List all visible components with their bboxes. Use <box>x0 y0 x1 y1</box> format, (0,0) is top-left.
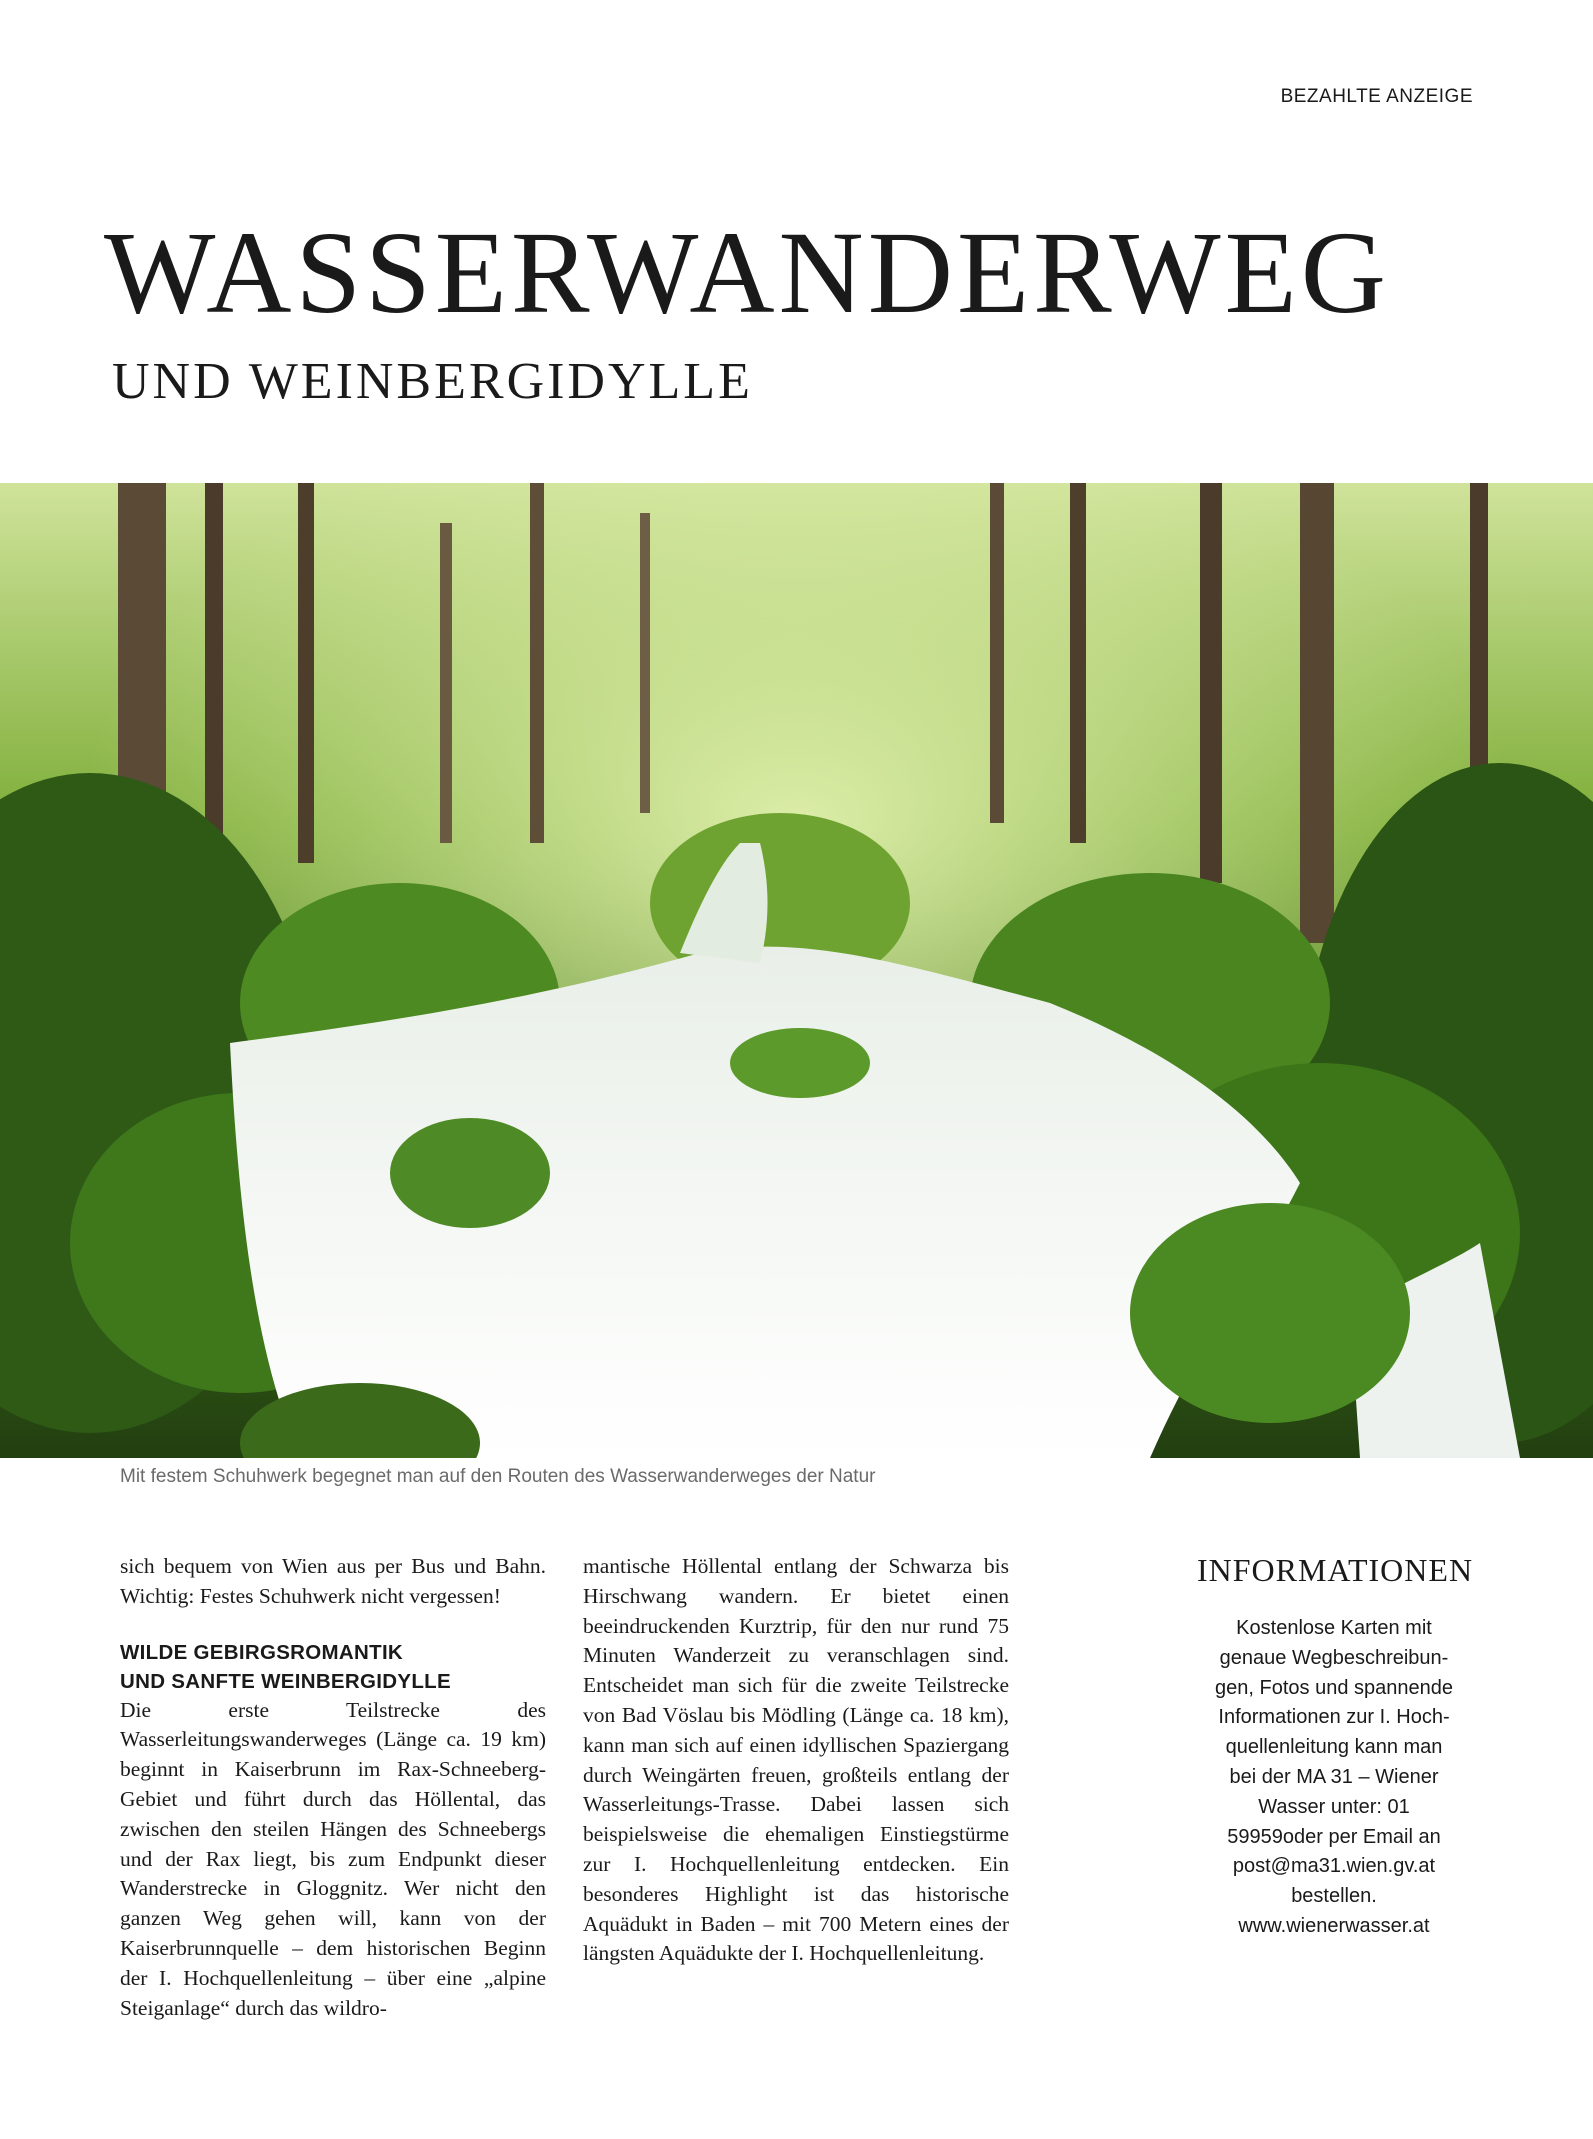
info-line: 59959oder per Email an <box>1227 1825 1441 1848</box>
article-column-1 <box>120 1552 546 2023</box>
section-heading-line-2: UND SANFTE WEINBERGIDYLLE <box>120 1669 451 1693</box>
page-title: WASSERWANDERWEG <box>104 207 1390 338</box>
info-line: genaue Wegbeschreibun- <box>1219 1646 1449 1669</box>
photo-caption: Mit festem Schuhwerk begegnet man auf den Routen des Wasserwanderweges der Natur <box>120 1466 876 1487</box>
article-body-1: Die erste Teilstrecke des Wasserleitungswanderweges (Länge ca. 19 km) beginnt in Kaiserbrunn im Rax-Schneeberg-Gebiet und führt durch das Höllental, das zwischen den steilen Hängen des Schneebergs und der Rax liegt, bis zum Endpunkt dieser Wanderstrecke in Gloggnitz. Wer nicht den ganzen Weg gehen will, kann von der Kaiserbrunnquelle – dem historischen Beginn der I. Hochquellenleitung – über eine „alpine Steiganlage“ durch das wildro- <box>120 1697 546 2020</box>
info-line: gen, Fotos und spannende <box>1215 1676 1453 1699</box>
info-email[interactable]: post@ma31.wien.gv.at <box>1232 1855 1436 1878</box>
section-heading <box>120 1638 546 1696</box>
article-column-2 <box>583 1552 1009 1969</box>
info-line: quellenleitung kann man <box>1225 1736 1443 1759</box>
info-website-link[interactable]: www.wienerwasser.at <box>1238 1914 1430 1937</box>
page-subtitle: UND WEINBERGIDYLLE <box>112 353 753 410</box>
forest-waterfall-icon <box>0 483 1593 1458</box>
info-box-text <box>1188 1614 1480 1942</box>
info-line: bestellen. <box>1291 1885 1377 1908</box>
forest-waterfall-image <box>0 483 1593 1458</box>
info-line: Kostenlose Karten mit <box>1236 1617 1432 1639</box>
info-line: Wasser unter: 01 <box>1258 1795 1410 1818</box>
article-body-2: mantische Höllental entlang der Schwarza bis Hirschwang wandern. Er bietet einen beeindruckenden Kurztrip, für den nur rund 75 Minuten Wanderzeit zu veranschlagen sind. Entscheidet man sich für die zweite Teilstrecke von Bad Vöslau bis Mödling (Länge ca. 18 km), kann man sich auf einen idyllischen Spaziergang durch Weingärten freuen, großteils entlang der Wasserleitungs-Trasse. Dabei lassen sich beispielsweise die ehemaligen Einstiegstürme zur I. Hochquellenleitung entdecken. Ein besonderes Highlight ist das historische Aquädukt in Baden – mit 700 Metern eines der längsten Aquädukte der I. Hochquellenleitung. <box>583 1554 1009 1966</box>
info-box-title: INFORMATIONEN <box>1196 1552 1474 1588</box>
article-intro: sich bequem von Wien aus per Bus und Bahn. Wichtig: Festes Schuhwerk nicht vergessen! <box>120 1554 546 1608</box>
info-line: bei der MA 31 – Wiener <box>1229 1765 1439 1788</box>
paid-ad-label: BEZAHLTE ANZEIGE <box>1280 86 1473 107</box>
section-heading-line-1: WILDE GEBIRGSROMANTIK <box>120 1640 404 1664</box>
info-line: Informationen zur I. Hoch- <box>1218 1706 1450 1729</box>
